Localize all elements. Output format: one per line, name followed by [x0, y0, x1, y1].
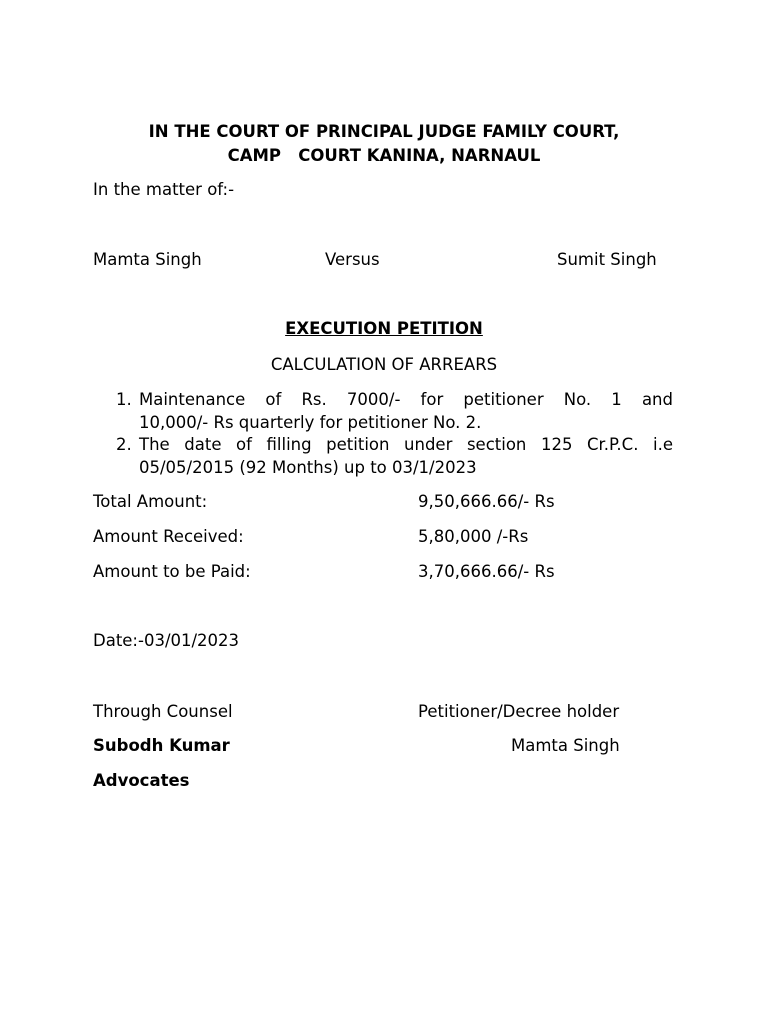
- list-item-number: 2.: [116, 435, 132, 454]
- petition-date: Date:-03/01/2023: [93, 631, 240, 650]
- total-amount-value: 9,50,666.66/- Rs: [418, 492, 555, 511]
- court-heading-line-2: CAMP COURT KANINA, NARNAUL: [227, 146, 541, 165]
- matter-label: In the matter of:-: [93, 180, 235, 199]
- petitioner-signature-name: Mamta Singh: [511, 736, 620, 755]
- counsel-role: Advocates: [93, 771, 190, 790]
- petitioner-decree-holder-label: Petitioner/Decree holder: [418, 702, 620, 721]
- list-item-line-1: Maintenance of Rs. 7000/- for petitioner No. 1 and: [139, 390, 673, 409]
- amount-received-label: Amount Received:: [93, 527, 244, 546]
- petition-title-text: EXECUTION PETITION: [285, 319, 483, 338]
- total-amount-label: Total Amount:: [93, 492, 208, 511]
- court-heading-line-1: IN THE COURT OF PRINCIPAL JUDGE FAMILY COURT,: [148, 122, 620, 141]
- petitioner-name: Mamta Singh: [93, 250, 202, 269]
- list-item-text: [139, 388, 673, 434]
- list-item-text: [139, 433, 673, 479]
- list-item-line-2: 05/05/2015 (92 Months) up to 03/1/2023: [139, 458, 477, 477]
- versus-label: Versus: [325, 250, 380, 269]
- list-item-number: 1.: [116, 390, 132, 409]
- amount-received-value: 5,80,000 /-Rs: [418, 527, 529, 546]
- petition-title: [0, 318, 768, 340]
- counsel-name: Subodh Kumar: [93, 736, 230, 755]
- respondent-name: Sumit Singh: [557, 250, 657, 269]
- petition-subtitle: CALCULATION OF ARREARS: [270, 355, 498, 374]
- through-counsel-label: Through Counsel: [93, 702, 233, 721]
- list-item-line-1: The date of filling petition under section 125 Cr.P.C. i.e: [139, 435, 673, 454]
- amount-to-be-paid-label: Amount to be Paid:: [93, 562, 251, 581]
- amount-to-be-paid-value: 3,70,666.66/- Rs: [418, 562, 555, 581]
- list-item-line-2: 10,000/- Rs quarterly for petitioner No. 2.: [139, 413, 482, 432]
